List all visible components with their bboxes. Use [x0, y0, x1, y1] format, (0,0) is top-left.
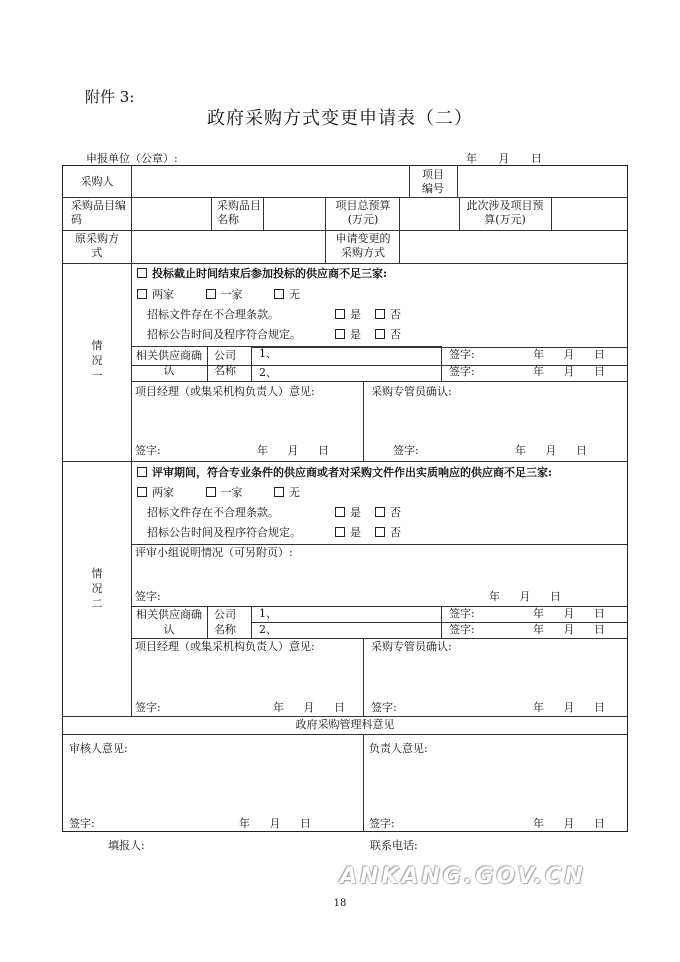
- total-budget-label: 项目总预算(万元): [335, 199, 391, 226]
- reviewer-opinion-label: 审核人意见:: [69, 742, 128, 755]
- leader-sign: 签字:: [369, 817, 395, 830]
- col-line: [131, 166, 132, 461]
- item-name-label: 采购品目名称: [217, 199, 261, 226]
- row-line: [131, 381, 627, 382]
- col-line: [263, 197, 264, 230]
- watermark: ANKANG.GOV.CN: [340, 864, 586, 889]
- yes-checkbox[interactable]: [335, 309, 345, 319]
- col-line: [457, 166, 458, 198]
- col-line: [441, 346, 442, 381]
- no-checkbox[interactable]: [375, 329, 385, 339]
- case-two-q2-answers: 是 否: [335, 526, 401, 540]
- col-line: [551, 197, 552, 230]
- reviewer-sign: 签字:: [69, 817, 95, 830]
- pm-opinion-label: 项目经理（或集采机构负责人）意见:: [135, 385, 315, 398]
- leader-opinion-label: 负责人意见:: [369, 742, 428, 755]
- count-none-checkbox[interactable]: [274, 487, 284, 497]
- col-line: [409, 166, 410, 198]
- applicant-unit-label: 申报单位（公章）:: [86, 152, 178, 165]
- case-two-checkbox[interactable]: [137, 467, 147, 477]
- supplier-date-1: 年 月 日: [533, 348, 605, 361]
- case-two-side-label: 情况二: [91, 567, 103, 610]
- row-line: [63, 197, 627, 198]
- original-method-label: 原采购方式: [75, 232, 119, 259]
- supplier-date-2: 年 月 日: [533, 365, 605, 378]
- yes-checkbox[interactable]: [335, 527, 345, 537]
- filler-label: 填报人:: [108, 839, 145, 852]
- leader-date: 年 月 日: [533, 817, 605, 830]
- col-line: [363, 638, 364, 716]
- buyer-label: 采购人: [80, 175, 114, 188]
- col-line: [325, 197, 326, 230]
- col-line: [459, 197, 460, 230]
- row-line: [131, 544, 627, 545]
- case-one-q2: 招标公告时间及程序符合规定。: [147, 328, 301, 341]
- phone-label: 联系电话:: [370, 839, 418, 852]
- count-one-checkbox[interactable]: [206, 289, 216, 299]
- count-none-checkbox[interactable]: [274, 289, 284, 299]
- yes-checkbox[interactable]: [335, 507, 345, 517]
- page-number: 18: [333, 898, 347, 909]
- officer-sign: 签字:: [371, 701, 397, 714]
- col-line: [441, 606, 442, 638]
- officer-date: 年 月 日: [533, 701, 605, 714]
- col-line: [207, 606, 208, 638]
- count-two-checkbox[interactable]: [137, 487, 147, 497]
- application-form-table: [62, 165, 628, 832]
- row-line: [63, 230, 627, 231]
- panel-date: 年 月 日: [489, 590, 561, 603]
- col-line: [251, 346, 252, 381]
- col-line: [363, 734, 364, 831]
- supplier-confirm-label: 相关供应商确认: [136, 608, 202, 636]
- count-two-checkbox[interactable]: [137, 289, 147, 299]
- project-no-label: 项目编号: [422, 168, 444, 195]
- pm-date: 年 月 日: [257, 444, 329, 457]
- supplier-date-2: 年 月 日: [533, 623, 605, 636]
- row-line: [131, 638, 627, 639]
- supplier-date-1: 年 月 日: [533, 607, 605, 620]
- supplier-sign-1: 签字:: [449, 348, 475, 361]
- pm-date: 年 月 日: [273, 701, 345, 714]
- col-line: [325, 230, 326, 263]
- col-line: [131, 461, 132, 716]
- case-one-q1: 招标文件存在不合理条款。: [147, 308, 279, 321]
- supplier-sign-2: 签字:: [449, 623, 475, 636]
- section-line: [63, 716, 627, 717]
- involved-budget-label: 此次涉及项目预算(万元): [466, 199, 544, 226]
- header-date: 年 月 日: [466, 152, 542, 165]
- supplier-sign-1: 签字:: [449, 607, 475, 620]
- case-one-heading: 投标截止时间结束后参加投标的供应商不足三家:: [137, 267, 387, 281]
- case-one-q1-answers: 是 否: [335, 308, 401, 322]
- new-method-label: 申请变更的采购方式: [335, 232, 391, 259]
- attachment-label: 附件 3:: [85, 88, 135, 106]
- case-one-count-options: 两家 一家 无: [137, 288, 300, 302]
- pm-opinion-label: 项目经理（或集采机构负责人）意见:: [135, 640, 315, 653]
- col-line: [399, 230, 400, 263]
- count-one-checkbox[interactable]: [206, 487, 216, 497]
- col-line: [211, 197, 212, 230]
- case-two-count-options: 两家 一家 无: [137, 486, 300, 500]
- col-line: [207, 346, 208, 381]
- no-checkbox[interactable]: [375, 507, 385, 517]
- col-line: [363, 381, 364, 461]
- company-name-label: 公司名称: [214, 608, 236, 636]
- case-one-checkbox[interactable]: [137, 268, 147, 278]
- pm-sign: 签字:: [135, 444, 161, 457]
- case-one-side-label: 情况一: [91, 339, 103, 382]
- no-checkbox[interactable]: [375, 309, 385, 319]
- case-one-q2-answers: 是 否: [335, 328, 401, 342]
- page-title: 政府采购方式变更申请表（二）: [207, 108, 473, 129]
- row-line: [63, 263, 627, 264]
- officer-date: 年 月 日: [515, 444, 587, 457]
- panel-sign: 签字:: [135, 590, 161, 603]
- section-line: [63, 461, 627, 462]
- officer-confirm-label: 采购专管员确认:: [371, 640, 452, 653]
- supplier-entry-2: 2、: [259, 623, 277, 636]
- case-two-q1-answers: 是 否: [335, 506, 401, 520]
- item-code-label: 采购品目编码: [71, 199, 126, 226]
- officer-sign: 签字:: [393, 444, 419, 457]
- row-line: [63, 734, 627, 735]
- reviewer-date: 年 月 日: [239, 817, 311, 830]
- supplier-entry-2: 2、: [259, 366, 277, 379]
- case-two-heading: 评审期间，符合专业条件的供应商或者对采购文件作出实质响应的供应商不足三家:: [137, 466, 552, 480]
- col-line: [399, 197, 400, 230]
- officer-confirm-label: 采购专管员确认:: [371, 385, 452, 398]
- pm-sign: 签字:: [135, 701, 161, 714]
- case-two-q2: 招标公告时间及程序符合规定。: [147, 526, 301, 539]
- panel-note-label: 评审小组说明情况（可另附页）:: [135, 546, 293, 559]
- supplier-entry-1: 1、: [259, 607, 277, 620]
- company-name-label: 公司名称: [214, 349, 236, 377]
- gov-section-heading: 政府采购管理科意见: [295, 718, 395, 731]
- supplier-sign-2: 签字:: [449, 365, 475, 378]
- supplier-entry-1: 1、: [259, 347, 277, 360]
- no-checkbox[interactable]: [375, 527, 385, 537]
- supplier-confirm-label: 相关供应商确认: [136, 349, 202, 377]
- col-line: [251, 606, 252, 638]
- yes-checkbox[interactable]: [335, 329, 345, 339]
- case-two-q1: 招标文件存在不合理条款。: [147, 506, 279, 519]
